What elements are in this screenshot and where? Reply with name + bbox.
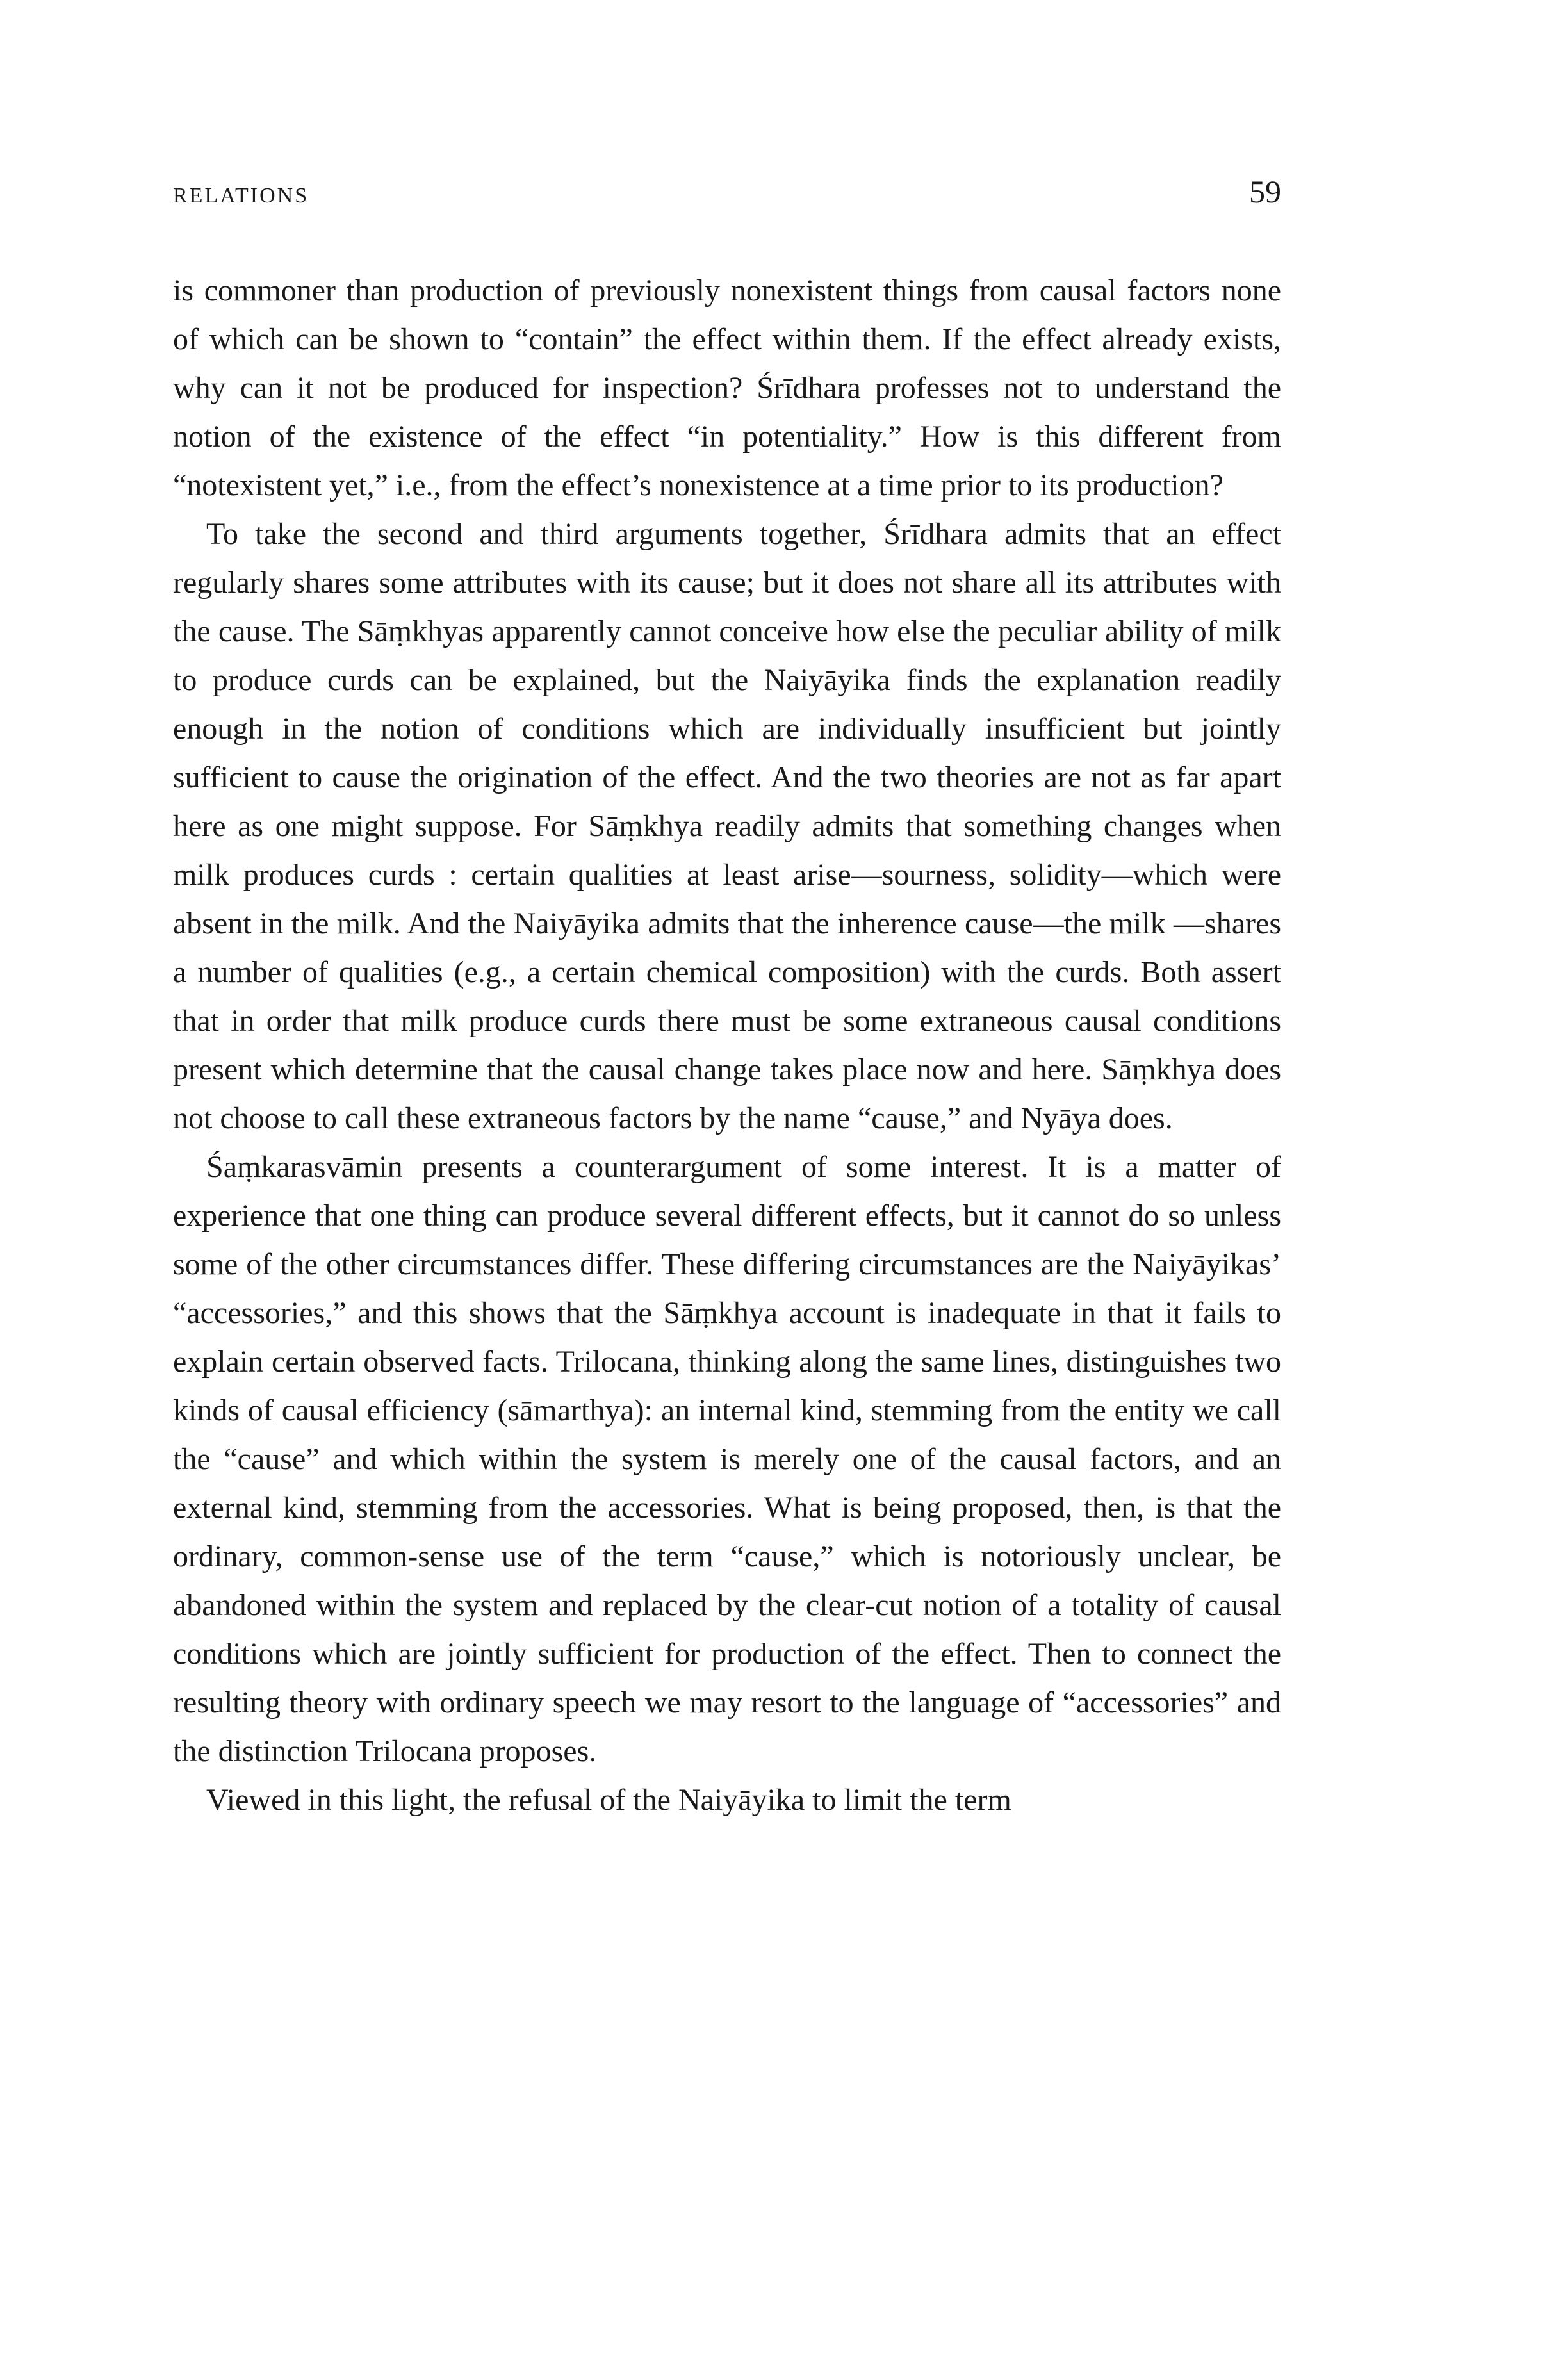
paragraph: To take the second and third arguments together, Śrīdhara admits that an effect regularly shares some attributes with its cause; but it does not share all its attributes with the cause. The Sāṃkhyas apparently cannot conceive how else the peculiar ability of milk to produce curds can be explained, but the Naiyāyika finds the explanation readily enough in the notion of conditions which are individually insufficient but jointly sufficient to cause the origination of the effect. And the two theories are not as far apart here as one might suppose. For Sāṃkhya readily admits that something changes when milk produces curds : certain qualities at least arise—sourness, solidity—which were absent in the milk. And the Naiyāyika admits that the inherence cause—the milk —shares a number of qualities (e.g., a certain chemical composition) with the curds. Both assert that in order that milk produce curds there must be some extraneous causal conditions present which determine that the causal change takes place now and here. Sāṃkhya does not choose to call these extraneous factors by the name “cause,” and Nyāya does. xyxy=(173,517,1281,1135)
page-number: 59 xyxy=(1249,174,1281,209)
body-text xyxy=(173,267,1281,1825)
book-page xyxy=(173,173,1281,1825)
running-head xyxy=(173,173,1281,231)
running-title: RELATIONS xyxy=(173,184,309,208)
paragraph: is commoner than production of previously nonexistent things from causal factors none of which can be shown to “contain” the effect within them. If the effect already exists, why can it not be produced for inspection? Śrīdhara professes not to understand the notion of the existence of the effect “in potentiality.” How is this different from “notexistent yet,” i.e., from the effect’s nonexistence at a time prior to its production? xyxy=(173,274,1281,502)
paragraph: Viewed in this light, the refusal of the Naiyāyika to limit the term xyxy=(206,1783,1011,1817)
paragraph: Śaṃkarasvāmin presents a counterargument of some interest. It is a matter of experience that one thing can produce several different effects, but it cannot do so unless some of the other circumstances differ. These differing circumstances are the Naiyāyikas’ “accessories,” and this shows that the Sāṃkhya account is inadequate in that it fails to explain certain observed facts. Trilocana, thinking along the same lines, distinguishes two kinds of causal efficiency (sāmarthya): an internal kind, stemming from the entity we call the “cause” and which within the system is merely one of the causal factors, and an external kind, stemming from the accessories. What is being proposed, then, is that the ordinary, common-sense use of the term “cause,” which is notoriously unclear, be abandoned within the system and replaced by the clear-cut notion of a totality of causal conditions which are jointly sufficient for production of the effect. Then to connect the resulting theory with ordinary speech we may resort to the language of “accessories” and the distinction Trilocana proposes. xyxy=(173,1150,1281,1768)
